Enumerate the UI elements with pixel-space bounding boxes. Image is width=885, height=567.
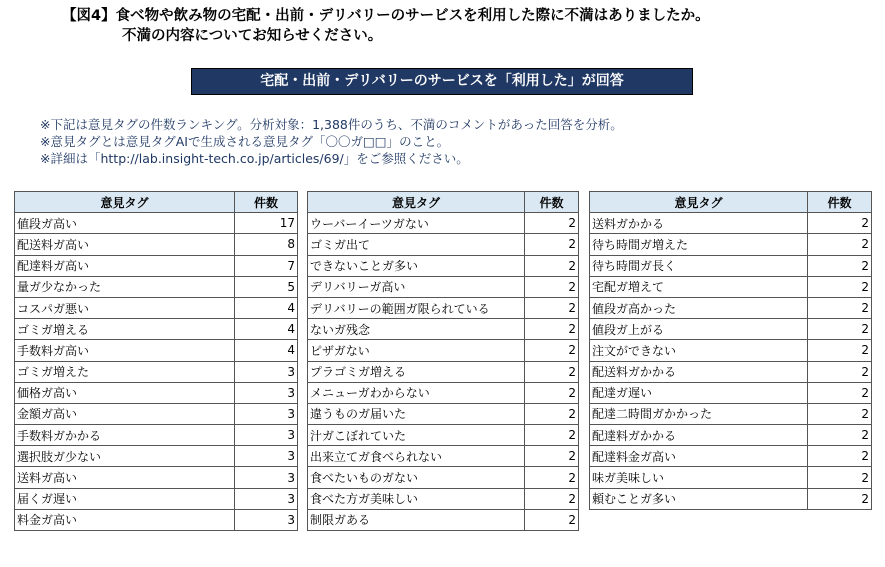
note-line: ※下記は意見タグの件数ランキング。分析対象：1,388件のうち、不満のコメントがあった回答を分析。	[40, 117, 623, 132]
table-row	[308, 509, 579, 530]
opinion-tag-cell: できないことガ多い	[308, 255, 525, 276]
count-cell: 2	[525, 340, 579, 361]
opinion-tag-cell: 配達二時間ガかかった	[590, 403, 808, 424]
table-row	[15, 467, 298, 488]
section-banner: 宅配・出前・デリバリーのサービスを「利用した」が回答	[191, 68, 693, 95]
notes	[40, 116, 623, 167]
note-line: ※意見タグとは意見タグAIで生成される意見タグ「〇〇ガ□□」のこと。	[40, 134, 450, 149]
table-row	[590, 488, 872, 509]
opinion-tag-cell: デリバリーの範囲ガ限られている	[308, 297, 525, 318]
count-cell: 2	[808, 446, 872, 467]
table-row	[308, 446, 579, 467]
count-cell: 2	[525, 213, 579, 234]
count-cell: 3	[235, 509, 298, 530]
opinion-tag-cell: 出来立てガ食べられない	[308, 446, 525, 467]
count-cell: 3	[235, 446, 298, 467]
figure-title-line1: 【図4】食べ物や飲み物の宅配・出前・デリバリーのサービスを利用した際に不満はありましたか。	[62, 8, 710, 24]
opinion-tag-cell: 配達料ガかかる	[590, 425, 808, 446]
count-cell: 2	[808, 234, 872, 255]
table-row	[15, 361, 298, 382]
column-header-count: 件数	[525, 192, 579, 213]
opinion-tag-cell: 宅配ガ増えて	[590, 276, 808, 297]
opinion-tag-cell: 味ガ美味しい	[590, 467, 808, 488]
table-row	[308, 340, 579, 361]
note-line: ※詳細は「http://lab.insight-tech.co.jp/articles/69/」をご参照ください。	[40, 151, 469, 166]
count-cell: 2	[525, 276, 579, 297]
column-header-tag: 意見タグ	[15, 192, 235, 213]
count-cell: 3	[235, 467, 298, 488]
opinion-tag-cell: ないガ残念	[308, 319, 525, 340]
table-row	[308, 382, 579, 403]
opinion-tag-cell: 配達ガ遅い	[590, 382, 808, 403]
count-cell: 2	[808, 213, 872, 234]
opinion-tag-cell: デリバリーガ高い	[308, 276, 525, 297]
table-row	[308, 361, 579, 382]
count-cell: 4	[235, 340, 298, 361]
table-row	[308, 213, 579, 234]
count-cell: 3	[235, 425, 298, 446]
count-cell: 2	[525, 361, 579, 382]
table-row	[590, 361, 872, 382]
table-row	[15, 213, 298, 234]
count-cell: 8	[235, 234, 298, 255]
opinion-tag-cell: 料金ガ高い	[15, 509, 235, 530]
opinion-tag-table-3	[589, 191, 872, 510]
table-row	[308, 234, 579, 255]
table-row	[15, 255, 298, 276]
count-cell: 3	[235, 382, 298, 403]
count-cell: 2	[525, 382, 579, 403]
opinion-tag-cell: 手数料ガかかる	[15, 425, 235, 446]
opinion-tag-cell: 配達料金ガ高い	[590, 446, 808, 467]
table-row	[590, 234, 872, 255]
count-cell: 2	[808, 403, 872, 424]
table-row	[308, 319, 579, 340]
opinion-tag-cell: 届くガ遅い	[15, 488, 235, 509]
figure-title-line2: 不満の内容についてお知らせください。	[122, 28, 383, 44]
count-cell: 3	[235, 403, 298, 424]
count-cell: 2	[525, 425, 579, 446]
table-row	[15, 319, 298, 340]
count-cell: 2	[808, 340, 872, 361]
opinion-tag-cell: 食べたいものガない	[308, 467, 525, 488]
count-cell: 17	[235, 213, 298, 234]
opinion-tag-cell: 価格ガ高い	[15, 382, 235, 403]
opinion-tag-cell: 頼むことガ多い	[590, 488, 808, 509]
table-row	[15, 297, 298, 318]
table-row	[15, 340, 298, 361]
column-header-count: 件数	[808, 192, 872, 213]
table-row	[15, 276, 298, 297]
table-row	[308, 403, 579, 424]
count-cell: 2	[808, 255, 872, 276]
table-row	[15, 403, 298, 424]
opinion-tag-cell: ゴミガ増えた	[15, 361, 235, 382]
count-cell: 2	[525, 403, 579, 424]
count-cell: 7	[235, 255, 298, 276]
count-cell: 2	[525, 467, 579, 488]
table-row	[308, 276, 579, 297]
opinion-tag-cell: 違うものガ届いた	[308, 403, 525, 424]
table-row	[590, 467, 872, 488]
count-cell: 2	[808, 467, 872, 488]
table-row	[590, 319, 872, 340]
opinion-tag-cell: 注文ができない	[590, 340, 808, 361]
opinion-tag-cell: 送料ガ高い	[15, 467, 235, 488]
table-row	[590, 382, 872, 403]
table-row	[590, 446, 872, 467]
table-row	[590, 403, 872, 424]
opinion-tag-cell: ピザガない	[308, 340, 525, 361]
count-cell: 3	[235, 361, 298, 382]
opinion-tag-cell: 配送料ガ高い	[15, 234, 235, 255]
opinion-tag-cell: 値段ガ上がる	[590, 319, 808, 340]
table-row	[15, 446, 298, 467]
table-row	[308, 467, 579, 488]
count-cell: 2	[525, 509, 579, 530]
opinion-tag-cell: 汁ガこぼれていた	[308, 425, 525, 446]
figure-title	[62, 6, 710, 46]
table-row	[15, 382, 298, 403]
count-cell: 2	[808, 319, 872, 340]
opinion-tag-cell: 配達料ガ高い	[15, 255, 235, 276]
table-row	[590, 213, 872, 234]
opinion-tag-table-1	[14, 191, 298, 531]
count-cell: 2	[525, 297, 579, 318]
opinion-tag-cell: 手数料ガ高い	[15, 340, 235, 361]
opinion-tag-cell: コスパガ悪い	[15, 297, 235, 318]
table-row	[308, 297, 579, 318]
table-row	[590, 297, 872, 318]
table-row	[590, 276, 872, 297]
count-cell: 2	[525, 488, 579, 509]
opinion-tag-cell: 食べた方ガ美味しい	[308, 488, 525, 509]
count-cell: 2	[808, 361, 872, 382]
opinion-tag-cell: メニューガわからない	[308, 382, 525, 403]
opinion-tag-cell: 待ち時間ガ長く	[590, 255, 808, 276]
opinion-tag-cell: 値段ガ高かった	[590, 297, 808, 318]
opinion-tag-cell: 待ち時間ガ増えた	[590, 234, 808, 255]
count-cell: 2	[808, 382, 872, 403]
opinion-tag-cell: ウーバーイーツガない	[308, 213, 525, 234]
table-row	[308, 255, 579, 276]
opinion-tag-cell: 値段ガ高い	[15, 213, 235, 234]
count-cell: 2	[525, 446, 579, 467]
column-header-tag: 意見タグ	[590, 192, 808, 213]
table-row	[590, 340, 872, 361]
count-cell: 4	[235, 297, 298, 318]
table-row	[15, 234, 298, 255]
opinion-tag-cell: 送料ガかかる	[590, 213, 808, 234]
opinion-tag-cell: 金額ガ高い	[15, 403, 235, 424]
opinion-tag-cell: ゴミガ出て	[308, 234, 525, 255]
count-cell: 4	[235, 319, 298, 340]
count-cell: 2	[525, 234, 579, 255]
opinion-tag-cell: 量ガ少なかった	[15, 276, 235, 297]
table-row	[15, 509, 298, 530]
table-row	[590, 425, 872, 446]
opinion-tag-table-2	[307, 191, 579, 531]
opinion-tag-cell: 制限ガある	[308, 509, 525, 530]
count-cell: 2	[808, 488, 872, 509]
opinion-tag-cell: ゴミガ増える	[15, 319, 235, 340]
table-row	[590, 255, 872, 276]
opinion-tag-cell: 配送料ガかかる	[590, 361, 808, 382]
count-cell: 2	[808, 297, 872, 318]
column-header-count: 件数	[235, 192, 298, 213]
column-header-tag: 意見タグ	[308, 192, 525, 213]
count-cell: 2	[525, 319, 579, 340]
count-cell: 2	[525, 255, 579, 276]
count-cell: 3	[235, 488, 298, 509]
opinion-tag-cell: 選択肢ガ少ない	[15, 446, 235, 467]
table-row	[15, 425, 298, 446]
count-cell: 5	[235, 276, 298, 297]
opinion-tag-cell: プラゴミガ増える	[308, 361, 525, 382]
table-row	[15, 488, 298, 509]
count-cell: 2	[808, 425, 872, 446]
table-row	[308, 488, 579, 509]
count-cell: 2	[808, 276, 872, 297]
table-row	[308, 425, 579, 446]
